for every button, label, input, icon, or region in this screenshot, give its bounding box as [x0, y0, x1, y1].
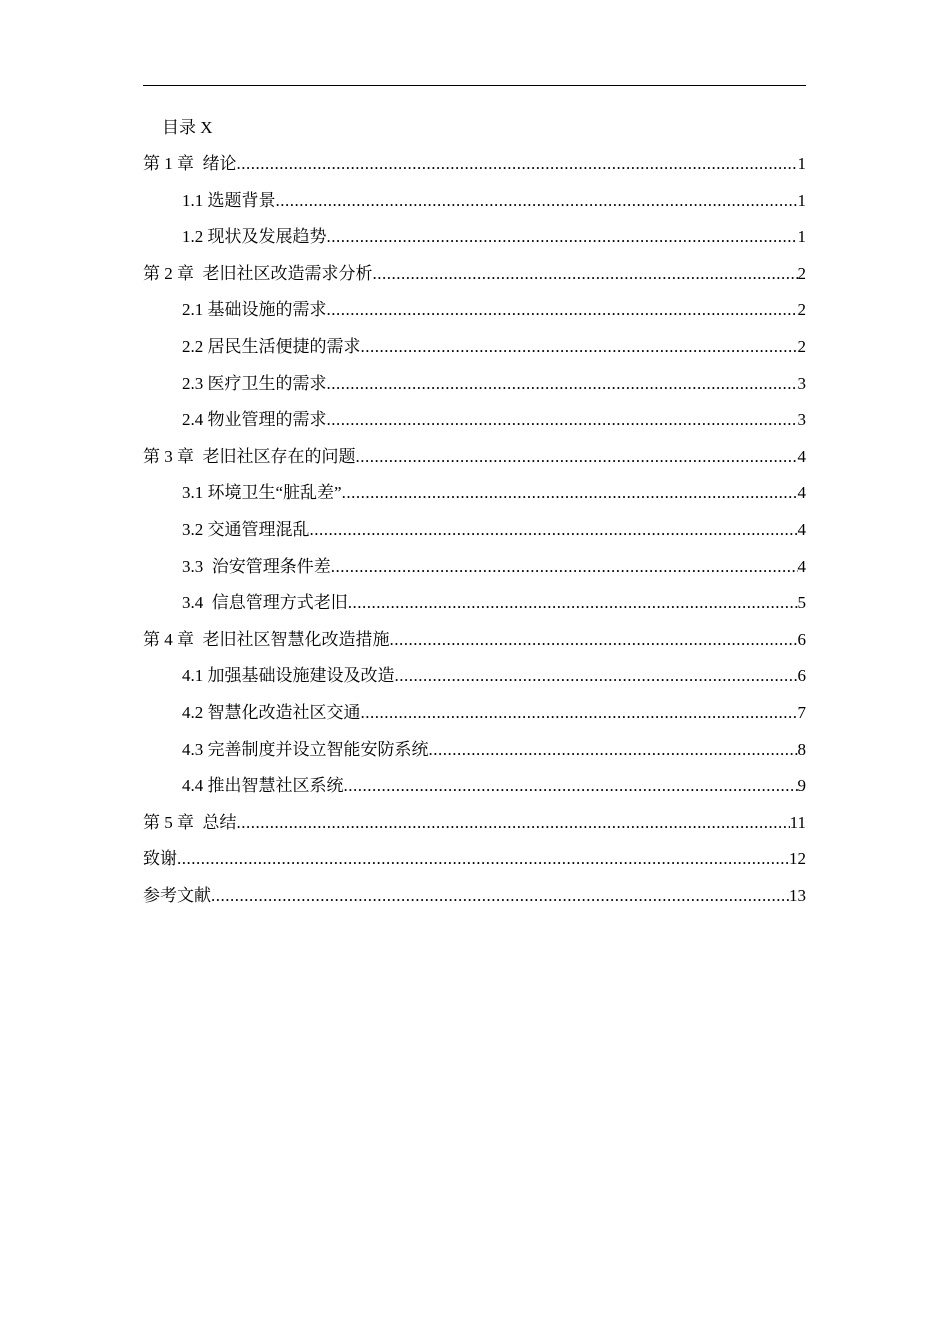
toc-entry[interactable] [143, 225, 806, 262]
toc-entry[interactable] [143, 481, 806, 518]
toc-entry-page-number: 5 [797, 593, 806, 613]
toc-dot-leader [327, 408, 798, 432]
toc-entry[interactable] [143, 262, 806, 299]
toc-title: 目录 X [162, 118, 213, 137]
toc-dot-leader [310, 518, 798, 542]
toc-entry-page-number: 4 [797, 446, 806, 466]
toc-entry-page-number: 2 [797, 300, 806, 320]
toc-entry-label: 4.2 智慧化改造社区交通 [182, 702, 361, 722]
toc-entry-label: 3.3 治安管理条件差 [182, 556, 331, 576]
toc-dot-leader [348, 591, 798, 615]
toc-entry[interactable] [143, 591, 806, 628]
toc-entry-label: 1.2 现状及发展趋势 [182, 227, 327, 247]
toc-entry-page-number: 2 [797, 336, 806, 356]
toc-entry[interactable] [143, 298, 806, 335]
toc-entry-label: 3.4 信息管理方式老旧 [182, 593, 348, 613]
toc-entry-page-number: 12 [789, 849, 806, 869]
toc-dot-leader [177, 847, 789, 871]
toc-dot-leader [237, 152, 798, 176]
toc-dot-leader [390, 628, 798, 652]
toc-entry-label: 第 1 章 绪论 [143, 154, 237, 173]
toc-entry-label: 4.3 完善制度并设立智能安防系统 [182, 739, 429, 759]
toc-entry-page-number: 6 [797, 629, 806, 649]
toc-entry-label: 3.1 环境卫生“脏乱差” [182, 483, 342, 503]
table-of-contents [143, 152, 806, 920]
toc-dot-leader [237, 811, 790, 835]
toc-entry[interactable] [143, 408, 806, 445]
toc-entry[interactable] [143, 774, 806, 811]
toc-entry-page-number: 1 [797, 190, 806, 210]
toc-entry-label: 参考文献 [143, 885, 211, 905]
toc-entry[interactable] [143, 738, 806, 775]
toc-dot-leader [344, 774, 798, 798]
toc-entry[interactable] [143, 847, 806, 884]
toc-entry-page-number: 3 [797, 373, 806, 393]
toc-entry-page-number: 8 [797, 739, 806, 759]
toc-entry-page-number: 4 [797, 519, 806, 539]
toc-entry-page-number: 11 [789, 812, 806, 832]
toc-dot-leader [327, 372, 798, 396]
toc-entry[interactable] [143, 518, 806, 555]
toc-dot-leader [395, 664, 798, 688]
toc-dot-leader [429, 738, 798, 762]
toc-entry-label: 第 3 章 老旧社区存在的问题 [143, 446, 356, 466]
toc-entry-page-number: 4 [797, 556, 806, 576]
toc-entry[interactable] [143, 189, 806, 226]
toc-entry[interactable] [143, 664, 806, 701]
toc-entry-label: 1.1 选题背景 [182, 190, 276, 210]
toc-dot-leader [356, 445, 798, 469]
toc-entry-page-number: 7 [797, 702, 806, 722]
toc-entry-label: 4.1 加强基础设施建设及改造 [182, 666, 395, 686]
toc-entry-label: 致谢 [143, 849, 177, 869]
toc-entry-label: 2.3 医疗卫生的需求 [182, 373, 327, 393]
toc-entry-page-number: 13 [789, 885, 806, 905]
toc-entry-page-number: 2 [797, 263, 806, 283]
toc-dot-leader [342, 481, 798, 505]
toc-entry[interactable] [143, 701, 806, 738]
toc-entry[interactable] [143, 335, 806, 372]
toc-dot-leader [211, 884, 789, 908]
toc-dot-leader [331, 555, 798, 579]
toc-entry[interactable] [143, 628, 806, 665]
toc-entry-page-number: 9 [797, 776, 806, 796]
toc-entry-label: 第 5 章 总结 [143, 812, 237, 832]
toc-entry-label: 3.2 交通管理混乱 [182, 519, 310, 539]
toc-dot-leader [276, 189, 798, 213]
toc-entry[interactable] [143, 884, 806, 921]
toc-entry[interactable] [143, 372, 806, 409]
toc-entry-page-number: 3 [797, 410, 806, 430]
toc-entry-label: 第 4 章 老旧社区智慧化改造措施 [143, 629, 390, 649]
toc-entry[interactable] [143, 555, 806, 592]
toc-entry[interactable] [143, 445, 806, 482]
toc-entry-label: 第 2 章 老旧社区改造需求分析 [143, 263, 373, 283]
toc-entry-label: 2.2 居民生活便捷的需求 [182, 336, 361, 356]
toc-dot-leader [373, 262, 798, 286]
toc-dot-leader [327, 298, 798, 322]
header-rule [143, 85, 806, 86]
toc-entry-page-number: 1 [797, 154, 806, 173]
toc-entry[interactable] [143, 152, 806, 189]
toc-entry-page-number: 1 [797, 227, 806, 247]
toc-dot-leader [361, 701, 798, 725]
toc-dot-leader [327, 225, 798, 249]
toc-entry-label: 2.1 基础设施的需求 [182, 300, 327, 320]
toc-entry-page-number: 6 [797, 666, 806, 686]
toc-entry-label: 2.4 物业管理的需求 [182, 410, 327, 430]
toc-dot-leader [361, 335, 798, 359]
toc-entry-label: 4.4 推出智慧社区系统 [182, 776, 344, 796]
toc-entry[interactable] [143, 811, 806, 848]
toc-entry-page-number: 4 [797, 483, 806, 503]
